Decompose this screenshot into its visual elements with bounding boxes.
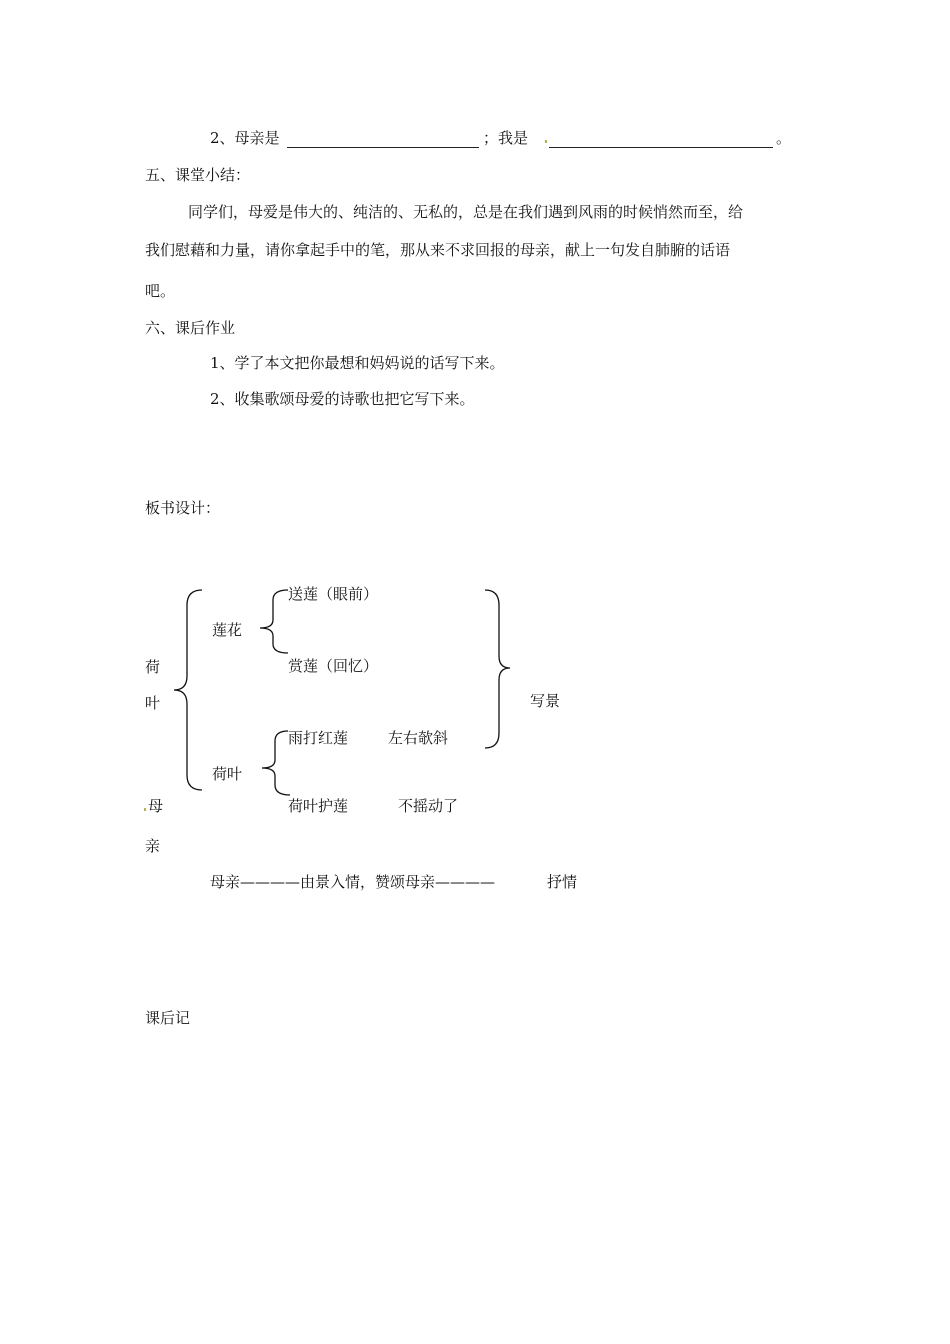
board-leaf-item-1a: 雨打红莲 bbox=[288, 729, 349, 747]
brace-leaf bbox=[262, 731, 290, 795]
board-root-bottom-2: 亲 bbox=[145, 837, 161, 855]
board-root-top-1: 荷 bbox=[145, 658, 161, 676]
homework-heading: 六、课后作业 bbox=[145, 319, 236, 337]
summary-heading: 五、课堂小结： bbox=[145, 166, 251, 184]
fill-line-prefix: 2、母亲是 bbox=[210, 129, 280, 147]
board-leaf-item-2b: 不摇动了 bbox=[398, 797, 459, 815]
fill-line-end: 。 bbox=[776, 129, 792, 147]
board-leaf-item-1b: 左右欹斜 bbox=[388, 729, 449, 747]
summary-line-2: 我们慰藉和力量，请你拿起手中的笔，那从来不求回报的母亲，献上一句发自肺腑的话语 bbox=[145, 241, 731, 259]
board-conclusion: 母亲————由景入情，赞颂母亲———— bbox=[210, 873, 496, 891]
summary-line-3: 吧。 bbox=[145, 282, 176, 300]
board-lotus: 莲花 bbox=[212, 621, 243, 639]
board-lotus-item-2: 赏莲（回忆） bbox=[288, 657, 379, 675]
afterword-heading: 课后记 bbox=[145, 1009, 191, 1027]
brace-scene bbox=[485, 590, 510, 748]
board-conclusion-end: 抒情 bbox=[547, 873, 578, 891]
board-root-bottom-1: 母 bbox=[148, 797, 164, 815]
board-leaf: 荷叶 bbox=[212, 765, 243, 783]
board-heading: 板书设计： bbox=[145, 499, 221, 517]
board-root-top-2: 叶 bbox=[145, 694, 161, 712]
homework-item-2: 2、收集歌颂母爱的诗歌也把它写下来。 bbox=[210, 390, 475, 408]
brace-root bbox=[174, 590, 202, 790]
summary-line-1: 同学们，母爱是伟大的、纯洁的、无私的，总是在我们遇到风雨的时候悄然而至，给 bbox=[188, 203, 744, 221]
stray-mark bbox=[144, 808, 146, 811]
fill-line-separator: ；我是 bbox=[483, 129, 529, 147]
board-leaf-item-2a: 荷叶护莲 bbox=[288, 797, 349, 815]
homework-item-1: 1、学了本文把你最想和妈妈说的话写下来。 bbox=[210, 354, 505, 372]
brace-lotus bbox=[260, 590, 288, 653]
board-lotus-item-1: 送莲（眼前） bbox=[288, 585, 379, 603]
board-scene: 写景 bbox=[530, 692, 561, 710]
